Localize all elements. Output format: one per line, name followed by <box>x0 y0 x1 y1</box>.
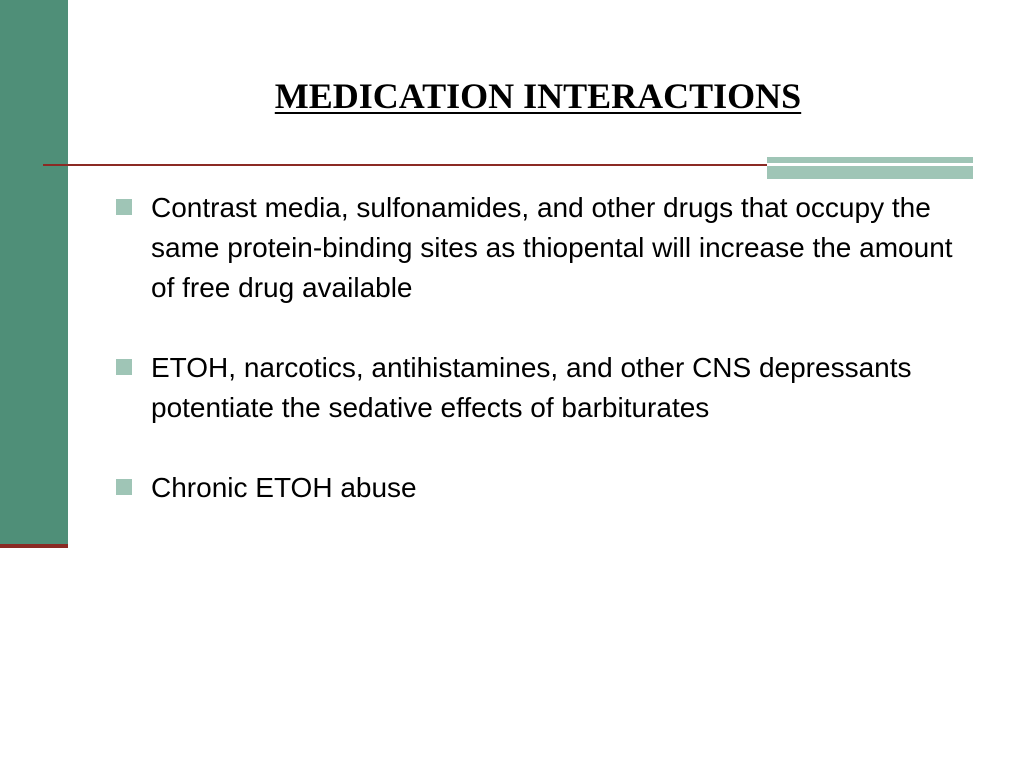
square-bullet-icon <box>116 359 132 375</box>
square-bullet-icon <box>116 199 132 215</box>
bullet-item <box>116 188 966 308</box>
slide-title-text: MEDICATION INTERACTIONS <box>274 76 802 116</box>
title-accent-stripe <box>767 163 973 166</box>
title-accent-block <box>767 157 973 179</box>
square-bullet-icon <box>116 479 132 495</box>
bullet-item <box>116 468 966 508</box>
bullet-text: Contrast media, sulfonamides, and other drugs that occupy the same protein-binding sites as thiopental will increase the amount of free drug available <box>151 192 953 303</box>
bullet-text: ETOH, narcotics, antihistamines, and other CNS depressants potentiate the sedative effects of barbiturates <box>151 352 912 423</box>
slide-title <box>68 70 1008 122</box>
side-accent-bar <box>0 0 68 545</box>
side-accent-rule <box>0 544 68 548</box>
bullet-text: Chronic ETOH abuse <box>151 472 417 503</box>
bullet-item <box>116 348 966 428</box>
bullet-list <box>116 188 966 548</box>
